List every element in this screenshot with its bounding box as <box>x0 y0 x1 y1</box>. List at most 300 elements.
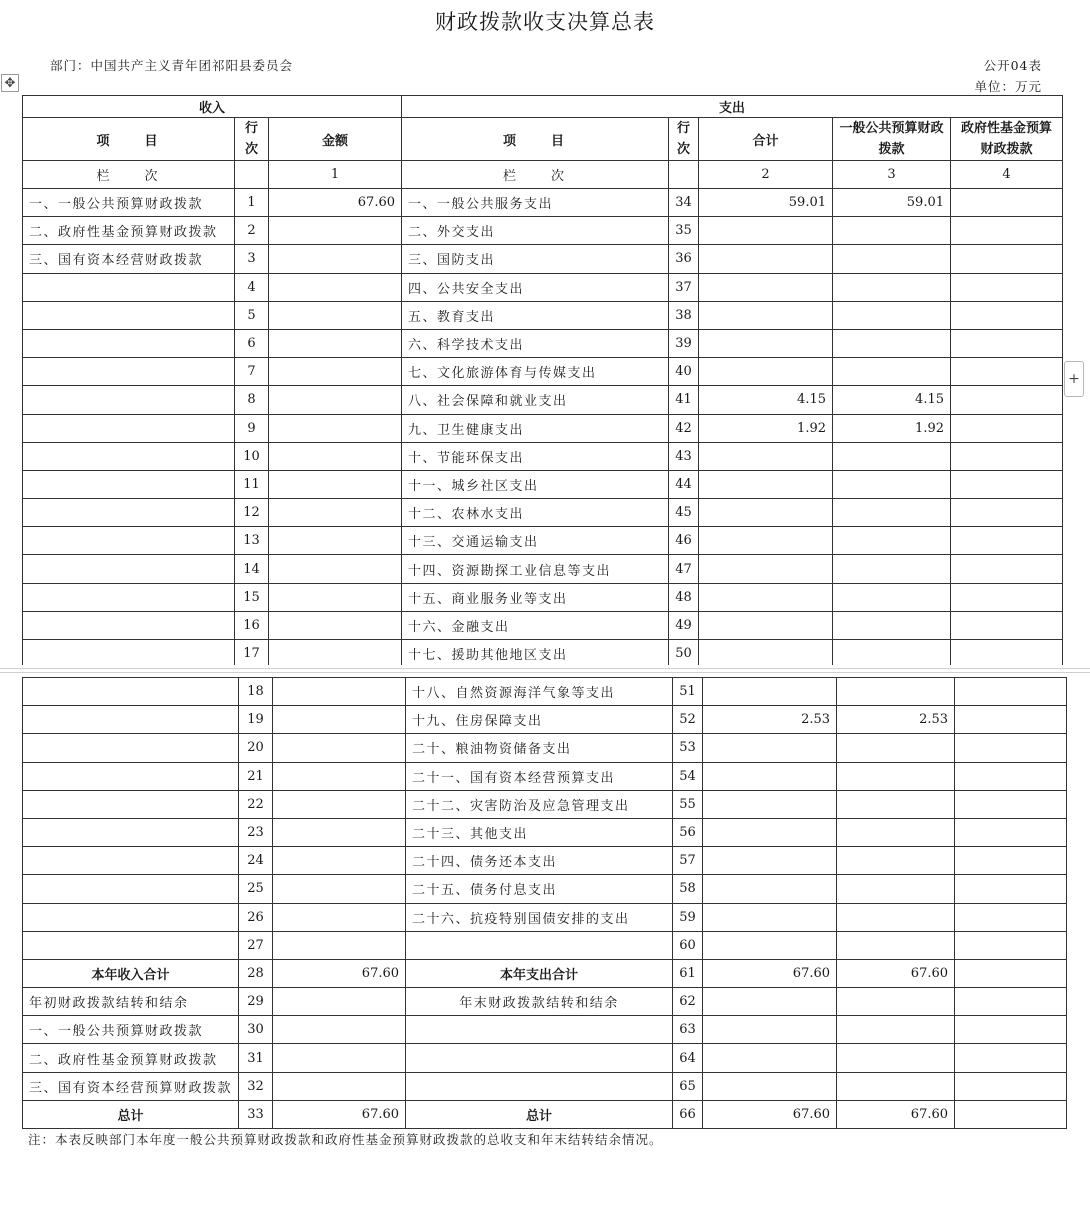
expense-total-cell <box>703 875 837 903</box>
expense-row-no-cell: 34 <box>669 189 699 217</box>
income-row-no-cell: 21 <box>239 762 273 790</box>
income-amount-cell <box>273 706 406 734</box>
budget-table-page1 <box>22 95 1063 668</box>
income-row-no-cell: 22 <box>239 790 273 818</box>
income-row-no-cell: 28 <box>239 959 273 987</box>
general-budget-cell: 4.15 <box>833 386 951 414</box>
income-amount-cell <box>269 470 402 498</box>
expense-row-no-cell: 51 <box>673 678 703 706</box>
fund-budget-cell <box>951 386 1063 414</box>
income-row-no-cell: 29 <box>239 988 273 1016</box>
income-row-no-cell: 13 <box>235 527 269 555</box>
expense-total-cell <box>699 301 833 329</box>
income-item-cell: 年初财政拨款结转和结余 <box>23 988 239 1016</box>
column-label: 栏 次 <box>402 161 669 189</box>
expense-total-cell <box>703 678 837 706</box>
expense-row-no-header <box>669 118 699 161</box>
income-item-cell <box>23 818 239 846</box>
income-item-cell <box>23 329 235 357</box>
income-amount-cell <box>269 555 402 583</box>
expense-row-no-cell: 42 <box>669 414 699 442</box>
general-budget-cell <box>837 1072 955 1100</box>
expense-row-no-cell: 57 <box>673 847 703 875</box>
income-row-no-cell: 20 <box>239 734 273 762</box>
expense-total-cell: 2.53 <box>703 706 837 734</box>
general-budget-cell <box>833 470 951 498</box>
table-row <box>23 189 1063 217</box>
income-item-cell <box>23 414 235 442</box>
income-item-cell <box>23 706 239 734</box>
expense-item-cell: 十四、资源勘探工业信息等支出 <box>402 555 669 583</box>
column-label: 栏 次 <box>23 161 235 189</box>
expense-row-no-cell: 53 <box>673 734 703 762</box>
expense-row-no-cell: 49 <box>669 611 699 639</box>
income-amount-cell <box>273 762 406 790</box>
empty-cell <box>669 161 699 189</box>
income-amount-cell <box>269 386 402 414</box>
income-amount-cell <box>269 442 402 470</box>
income-amount-cell <box>273 1016 406 1044</box>
income-amount-cell <box>273 931 406 959</box>
fund-budget-cell <box>951 640 1063 668</box>
income-amount-cell <box>273 1072 406 1100</box>
expense-total-cell <box>703 903 837 931</box>
table-move-handle-icon[interactable]: ✥ <box>1 74 19 92</box>
expense-item-cell: 二、外交支出 <box>402 217 669 245</box>
column-number-1: 1 <box>269 161 402 189</box>
page-break-separator <box>0 665 1090 677</box>
expense-item-cell: 十三、交通运输支出 <box>402 527 669 555</box>
income-amount-cell <box>273 847 406 875</box>
income-item-cell <box>23 875 239 903</box>
general-budget-cell <box>837 847 955 875</box>
income-item-cell <box>23 790 239 818</box>
expense-row-no-cell: 65 <box>673 1072 703 1100</box>
table-row <box>23 555 1063 583</box>
general-budget-cell <box>833 442 951 470</box>
expense-item-cell: 二十五、债务付息支出 <box>406 875 673 903</box>
fund-budget-cell <box>955 847 1067 875</box>
expense-item-cell: 总计 <box>406 1100 673 1128</box>
fund-budget-cell <box>951 442 1063 470</box>
fund-budget-header: 政府性基金预算财政拨款 <box>951 118 1063 161</box>
expense-total-cell <box>699 499 833 527</box>
expense-total-cell <box>703 734 837 762</box>
fund-budget-cell <box>951 245 1063 273</box>
general-budget-cell <box>837 790 955 818</box>
empty-cell <box>235 161 269 189</box>
table-row <box>23 1044 1067 1072</box>
expense-total-cell: 67.60 <box>703 1100 837 1128</box>
expense-total-cell <box>699 442 833 470</box>
fund-budget-cell <box>951 555 1063 583</box>
expense-item-cell: 七、文化旅游体育与传媒支出 <box>402 358 669 386</box>
expense-item-cell: 二十六、抗疫特别国债安排的支出 <box>406 903 673 931</box>
income-amount-cell <box>269 583 402 611</box>
expense-total-cell <box>699 329 833 357</box>
general-budget-cell <box>833 611 951 639</box>
fund-budget-cell <box>955 1072 1067 1100</box>
income-item-header: 项 目 <box>23 118 235 161</box>
income-row-no-cell: 14 <box>235 555 269 583</box>
general-budget-cell <box>837 903 955 931</box>
expense-item-cell: 九、卫生健康支出 <box>402 414 669 442</box>
expense-total-cell <box>703 1016 837 1044</box>
expense-item-cell: 八、社会保障和就业支出 <box>402 386 669 414</box>
expense-row-no-cell: 61 <box>673 959 703 987</box>
fund-budget-cell <box>955 988 1067 1016</box>
expense-item-cell: 三、国防支出 <box>402 245 669 273</box>
income-item-cell: 二、政府性基金预算财政拨款 <box>23 217 235 245</box>
row-no-top: 行 <box>244 121 258 136</box>
fund-budget-cell <box>951 499 1063 527</box>
column-number-2: 2 <box>699 161 833 189</box>
expense-item-cell: 二十一、国有资本经营预算支出 <box>406 762 673 790</box>
income-row-no-cell: 32 <box>239 1072 273 1100</box>
general-budget-cell: 1.92 <box>833 414 951 442</box>
income-header: 收入 <box>23 96 402 118</box>
fund-budget-cell <box>951 611 1063 639</box>
income-amount-cell <box>273 1044 406 1072</box>
expense-row-no-cell: 63 <box>673 1016 703 1044</box>
income-row-no-cell: 18 <box>239 678 273 706</box>
general-budget-cell <box>833 273 951 301</box>
fund-budget-cell <box>951 189 1063 217</box>
income-row-no-cell: 23 <box>239 818 273 846</box>
expense-row-no-cell: 60 <box>673 931 703 959</box>
income-item-cell: 三、国有资本经营预算财政拨款 <box>23 1072 239 1100</box>
expense-item-cell: 四、公共安全支出 <box>402 273 669 301</box>
expense-total-cell: 1.92 <box>699 414 833 442</box>
fund-budget-cell <box>955 706 1067 734</box>
fund-budget-cell <box>951 470 1063 498</box>
expense-row-no-cell: 62 <box>673 988 703 1016</box>
table-row <box>23 273 1063 301</box>
expense-item-cell: 二十二、灾害防治及应急管理支出 <box>406 790 673 818</box>
expense-item-cell: 十七、援助其他地区支出 <box>402 640 669 668</box>
income-row-no-cell: 4 <box>235 273 269 301</box>
income-item-cell: 一、一般公共预算财政拨款 <box>23 1016 239 1044</box>
fund-budget-cell <box>955 1016 1067 1044</box>
table-row <box>23 527 1063 555</box>
general-budget-cell <box>833 358 951 386</box>
expense-item-cell: 六、科学技术支出 <box>402 329 669 357</box>
expense-total-cell <box>703 818 837 846</box>
table-row <box>23 875 1067 903</box>
income-row-no-cell: 5 <box>235 301 269 329</box>
table-row <box>23 358 1063 386</box>
income-amount-cell <box>273 818 406 846</box>
income-item-cell <box>23 903 239 931</box>
expense-item-cell: 本年支出合计 <box>406 959 673 987</box>
expense-row-no-cell: 54 <box>673 762 703 790</box>
income-item-cell <box>23 358 235 386</box>
table-row <box>23 790 1067 818</box>
income-item-cell <box>23 470 235 498</box>
income-row-no-cell: 17 <box>235 640 269 668</box>
expense-item-cell: 二十四、债务还本支出 <box>406 847 673 875</box>
fund-budget-cell <box>955 734 1067 762</box>
expense-total-header: 合计 <box>699 118 833 161</box>
table-row <box>23 903 1067 931</box>
income-row-no-cell: 2 <box>235 217 269 245</box>
budget-table-page2 <box>22 677 1067 1129</box>
general-budget-cell <box>837 1016 955 1044</box>
expense-item-cell: 十九、住房保障支出 <box>406 706 673 734</box>
general-budget-cell <box>837 678 955 706</box>
table-row <box>23 301 1063 329</box>
income-row-no-cell: 1 <box>235 189 269 217</box>
expense-row-no-cell: 36 <box>669 245 699 273</box>
income-amount-cell <box>269 217 402 245</box>
general-budget-cell: 59.01 <box>833 189 951 217</box>
expense-row-no-cell: 48 <box>669 583 699 611</box>
income-row-no-cell: 6 <box>235 329 269 357</box>
expense-item-cell: 年末财政拨款结转和结余 <box>406 988 673 1016</box>
income-row-no-cell: 25 <box>239 875 273 903</box>
income-row-no-cell: 26 <box>239 903 273 931</box>
income-item-cell: 三、国有资本经营财政拨款 <box>23 245 235 273</box>
fund-budget-cell <box>955 818 1067 846</box>
expense-row-no-cell: 50 <box>669 640 699 668</box>
expense-row-no-cell: 66 <box>673 1100 703 1128</box>
table-row <box>23 414 1063 442</box>
income-row-no-cell: 30 <box>239 1016 273 1044</box>
expense-row-no-cell: 45 <box>669 499 699 527</box>
table-row <box>23 1016 1067 1044</box>
expense-item-cell <box>406 1016 673 1044</box>
table-row <box>23 245 1063 273</box>
expense-row-no-cell: 43 <box>669 442 699 470</box>
unit-label: 单位：万元 <box>974 79 1042 94</box>
income-amount-cell <box>273 875 406 903</box>
fund-budget-cell <box>951 329 1063 357</box>
table-row <box>23 1072 1067 1100</box>
form-number: 公开04表 <box>983 58 1042 73</box>
expense-total-cell <box>699 640 833 668</box>
expense-row-no-cell: 40 <box>669 358 699 386</box>
income-item-cell: 本年收入合计 <box>23 959 239 987</box>
expense-total-cell <box>699 470 833 498</box>
general-budget-cell <box>837 818 955 846</box>
expense-total-cell <box>699 555 833 583</box>
expense-item-cell: 二十、粮油物资储备支出 <box>406 734 673 762</box>
income-row-no-cell: 12 <box>235 499 269 527</box>
table-row <box>23 442 1063 470</box>
income-row-no-cell: 27 <box>239 931 273 959</box>
income-row-no-cell: 16 <box>235 611 269 639</box>
income-amount-cell <box>273 790 406 818</box>
expense-item-cell: 五、教育支出 <box>402 301 669 329</box>
expense-row-no-cell: 38 <box>669 301 699 329</box>
income-amount-cell <box>273 734 406 762</box>
expense-item-cell <box>406 1044 673 1072</box>
expense-total-cell <box>699 358 833 386</box>
expense-total-cell <box>703 790 837 818</box>
income-amount-cell <box>269 358 402 386</box>
expense-item-cell <box>406 1072 673 1100</box>
income-row-no-cell: 33 <box>239 1100 273 1128</box>
expense-total-cell <box>699 245 833 273</box>
table-row <box>23 847 1067 875</box>
income-amount-cell <box>269 414 402 442</box>
expense-total-cell <box>703 1072 837 1100</box>
expense-item-cell: 十二、农林水支出 <box>402 499 669 527</box>
expense-item-cell: 十八、自然资源海洋气象等支出 <box>406 678 673 706</box>
table-row <box>23 734 1067 762</box>
general-budget-cell: 2.53 <box>837 706 955 734</box>
income-amount-cell <box>269 640 402 668</box>
income-item-cell <box>23 847 239 875</box>
expense-row-no-cell: 37 <box>669 273 699 301</box>
income-item-cell <box>23 499 235 527</box>
income-amount-cell <box>269 273 402 301</box>
general-budget-cell: 67.60 <box>837 1100 955 1128</box>
fund-budget-cell <box>955 903 1067 931</box>
income-amount-cell <box>269 329 402 357</box>
table-row <box>23 959 1067 987</box>
income-item-cell: 总计 <box>23 1100 239 1128</box>
income-item-cell <box>23 931 239 959</box>
income-item-cell <box>23 527 235 555</box>
expense-row-no-cell: 55 <box>673 790 703 818</box>
income-item-cell: 一、一般公共预算财政拨款 <box>23 189 235 217</box>
expense-row-no-cell: 35 <box>669 217 699 245</box>
expense-total-cell: 4.15 <box>699 386 833 414</box>
add-row-icon[interactable]: + <box>1064 361 1084 397</box>
income-row-no-cell: 24 <box>239 847 273 875</box>
expense-item-cell: 十、节能环保支出 <box>402 442 669 470</box>
income-amount-cell <box>269 611 402 639</box>
expense-row-no-cell: 59 <box>673 903 703 931</box>
income-amount-cell: 67.60 <box>273 959 406 987</box>
fund-budget-cell <box>951 583 1063 611</box>
expense-item-cell: 十五、商业服务业等支出 <box>402 583 669 611</box>
general-budget-cell: 67.60 <box>837 959 955 987</box>
expense-item-cell: 十六、金融支出 <box>402 611 669 639</box>
table-row <box>23 470 1063 498</box>
general-budget-cell <box>837 931 955 959</box>
income-item-cell <box>23 301 235 329</box>
income-row-no-cell: 11 <box>235 470 269 498</box>
income-amount-cell <box>273 903 406 931</box>
row-no-bottom: 次 <box>676 142 690 157</box>
general-budget-cell <box>837 1044 955 1072</box>
general-budget-cell <box>837 988 955 1016</box>
expense-item-cell: 一、一般公共服务支出 <box>402 189 669 217</box>
table-row <box>23 217 1063 245</box>
income-item-cell <box>23 678 239 706</box>
expense-header: 支出 <box>402 96 1063 118</box>
general-budget-cell <box>837 875 955 903</box>
footnote: 注：本表反映部门本年度一般公共预算财政拨款和政府性基金预算财政拨款的总收支和年末结转结余情况。 <box>28 1132 663 1147</box>
income-amount-header: 金额 <box>269 118 402 161</box>
general-budget-cell <box>837 734 955 762</box>
income-amount-cell <box>273 988 406 1016</box>
table-row <box>23 818 1067 846</box>
expense-row-no-cell: 64 <box>673 1044 703 1072</box>
table-row <box>23 640 1063 668</box>
fund-budget-cell <box>955 678 1067 706</box>
expense-row-no-cell: 44 <box>669 470 699 498</box>
expense-total-cell <box>699 217 833 245</box>
fund-budget-cell <box>955 875 1067 903</box>
income-amount-cell: 67.60 <box>273 1100 406 1128</box>
table-row <box>23 386 1063 414</box>
income-amount-cell: 67.60 <box>269 189 402 217</box>
expense-item-header: 项 目 <box>402 118 669 161</box>
fund-budget-cell <box>951 414 1063 442</box>
income-row-no-cell: 8 <box>235 386 269 414</box>
income-amount-cell <box>269 527 402 555</box>
general-budget-cell <box>833 583 951 611</box>
report-title: 财政拨款收支决算总表 <box>435 10 655 34</box>
expense-total-cell <box>703 931 837 959</box>
table-row <box>23 499 1063 527</box>
general-budget-cell <box>833 555 951 583</box>
general-budget-cell <box>837 762 955 790</box>
income-amount-cell <box>273 678 406 706</box>
income-item-cell <box>23 273 235 301</box>
fund-budget-cell <box>955 1100 1067 1128</box>
general-budget-cell <box>833 640 951 668</box>
general-budget-cell <box>833 301 951 329</box>
income-amount-cell <box>269 245 402 273</box>
general-budget-cell <box>833 217 951 245</box>
income-item-cell <box>23 386 235 414</box>
expense-total-cell <box>699 611 833 639</box>
expense-row-no-cell: 56 <box>673 818 703 846</box>
income-item-cell <box>23 640 235 668</box>
income-row-no-cell: 31 <box>239 1044 273 1072</box>
table-row <box>23 583 1063 611</box>
general-budget-cell <box>833 329 951 357</box>
table-row <box>23 988 1067 1016</box>
expense-item-cell: 二十三、其他支出 <box>406 818 673 846</box>
income-item-cell <box>23 583 235 611</box>
income-item-cell <box>23 555 235 583</box>
table-row <box>23 931 1067 959</box>
expense-total-cell <box>699 583 833 611</box>
table-row <box>23 678 1067 706</box>
expense-item-cell <box>406 931 673 959</box>
income-amount-cell <box>269 499 402 527</box>
fund-budget-cell <box>951 273 1063 301</box>
income-row-no-cell: 3 <box>235 245 269 273</box>
expense-total-cell <box>703 762 837 790</box>
expense-row-no-cell: 46 <box>669 527 699 555</box>
fund-budget-cell <box>951 527 1063 555</box>
column-number-4: 4 <box>951 161 1063 189</box>
fund-budget-cell <box>955 959 1067 987</box>
income-row-no-cell: 9 <box>235 414 269 442</box>
income-item-cell <box>23 734 239 762</box>
table-row <box>23 762 1067 790</box>
income-item-cell <box>23 442 235 470</box>
row-no-bottom: 次 <box>244 142 258 157</box>
income-row-no-cell: 15 <box>235 583 269 611</box>
fund-budget-cell <box>955 762 1067 790</box>
income-row-no-cell: 19 <box>239 706 273 734</box>
expense-row-no-cell: 58 <box>673 875 703 903</box>
department-label: 部门：中国共产主义青年团祁阳县委员会 <box>50 58 294 73</box>
fund-budget-cell <box>951 217 1063 245</box>
expense-total-cell <box>703 988 837 1016</box>
general-budget-cell <box>833 527 951 555</box>
table-row <box>23 329 1063 357</box>
expense-total-cell <box>699 273 833 301</box>
income-row-no-cell: 10 <box>235 442 269 470</box>
